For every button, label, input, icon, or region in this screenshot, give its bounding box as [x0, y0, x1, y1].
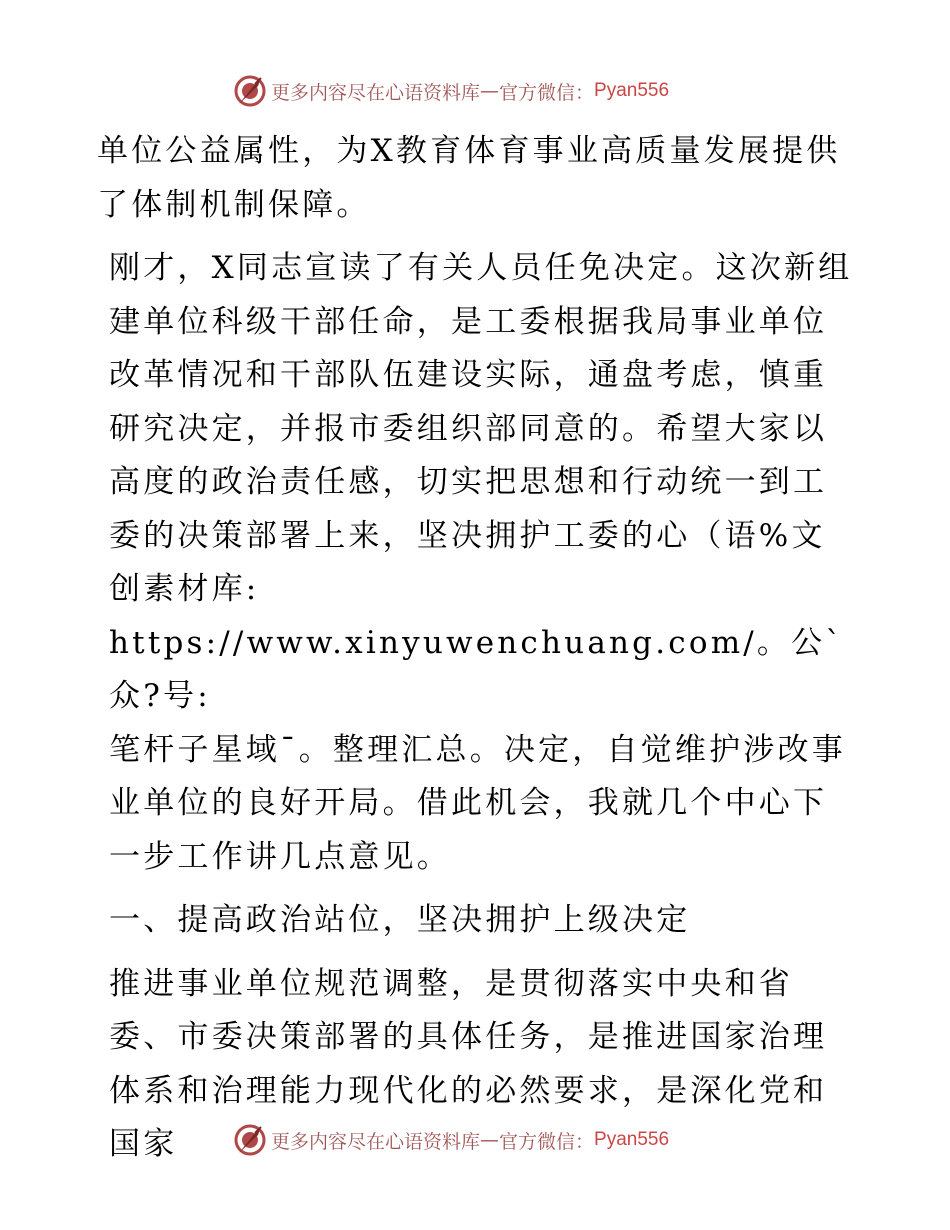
quill-seal-icon	[233, 74, 267, 108]
watermark-wechat-id: Pyan556	[594, 80, 670, 101]
watermark-text: 更多内容尽在心语资料库	[271, 81, 481, 104]
paragraph-section-rest: 委、市委决策部署的具体任务，是推进国家治理体系和治理能力现代化的必然要求，是深化党和国家	[109, 1019, 828, 1162]
watermark-text: 更多内容尽在心语资料库	[271, 1130, 481, 1153]
source-url-line: https://www.xinyuwenchuang.com/。公`众?号:	[109, 624, 845, 714]
quill-seal-icon	[233, 1123, 267, 1157]
paragraph-section-first-line: 推进事业单位规范调整，是贯彻落实中央和省	[109, 965, 793, 1002]
section-heading: 一、提高政治站位，坚决拥护上级决定	[109, 902, 691, 938]
document-body	[97, 125, 857, 1172]
paragraph-appointment-text: 刚才，X同志宣读了有关人员任免决定。这次新组建单位科级干部任命，是工委根据我局事业单位改革情况和干部队伍建设实际，通盘考虑，慎重研究决定，并报市委组织部同意的。希望大家以高度的政治责任感，切实把思想和行动统一到工委的决策部署上来，坚决拥护工委的心（语%文创素材库:	[109, 250, 853, 607]
footer-watermark	[233, 1120, 669, 1160]
watermark-label: 官方微信：	[499, 1130, 595, 1153]
watermark-label: 官方微信：	[499, 81, 595, 104]
paragraph-appointment	[97, 242, 857, 884]
watermark-wechat-id: Pyan556	[594, 1129, 670, 1150]
header-watermark	[233, 71, 669, 111]
paragraph-intro: 单位公益属性，为X教育体育事业高质量发展提供了体制机制保障。	[97, 133, 841, 223]
watermark-separator: —	[480, 80, 500, 102]
paragraph-appointment-continued: 笔杆子星域¯。整理汇总。决定，自觉维护涉改事业单位的良好开局。借此机会，我就几个中心下一步工作讲几点意见。	[109, 731, 846, 875]
watermark-separator: —	[480, 1129, 500, 1151]
